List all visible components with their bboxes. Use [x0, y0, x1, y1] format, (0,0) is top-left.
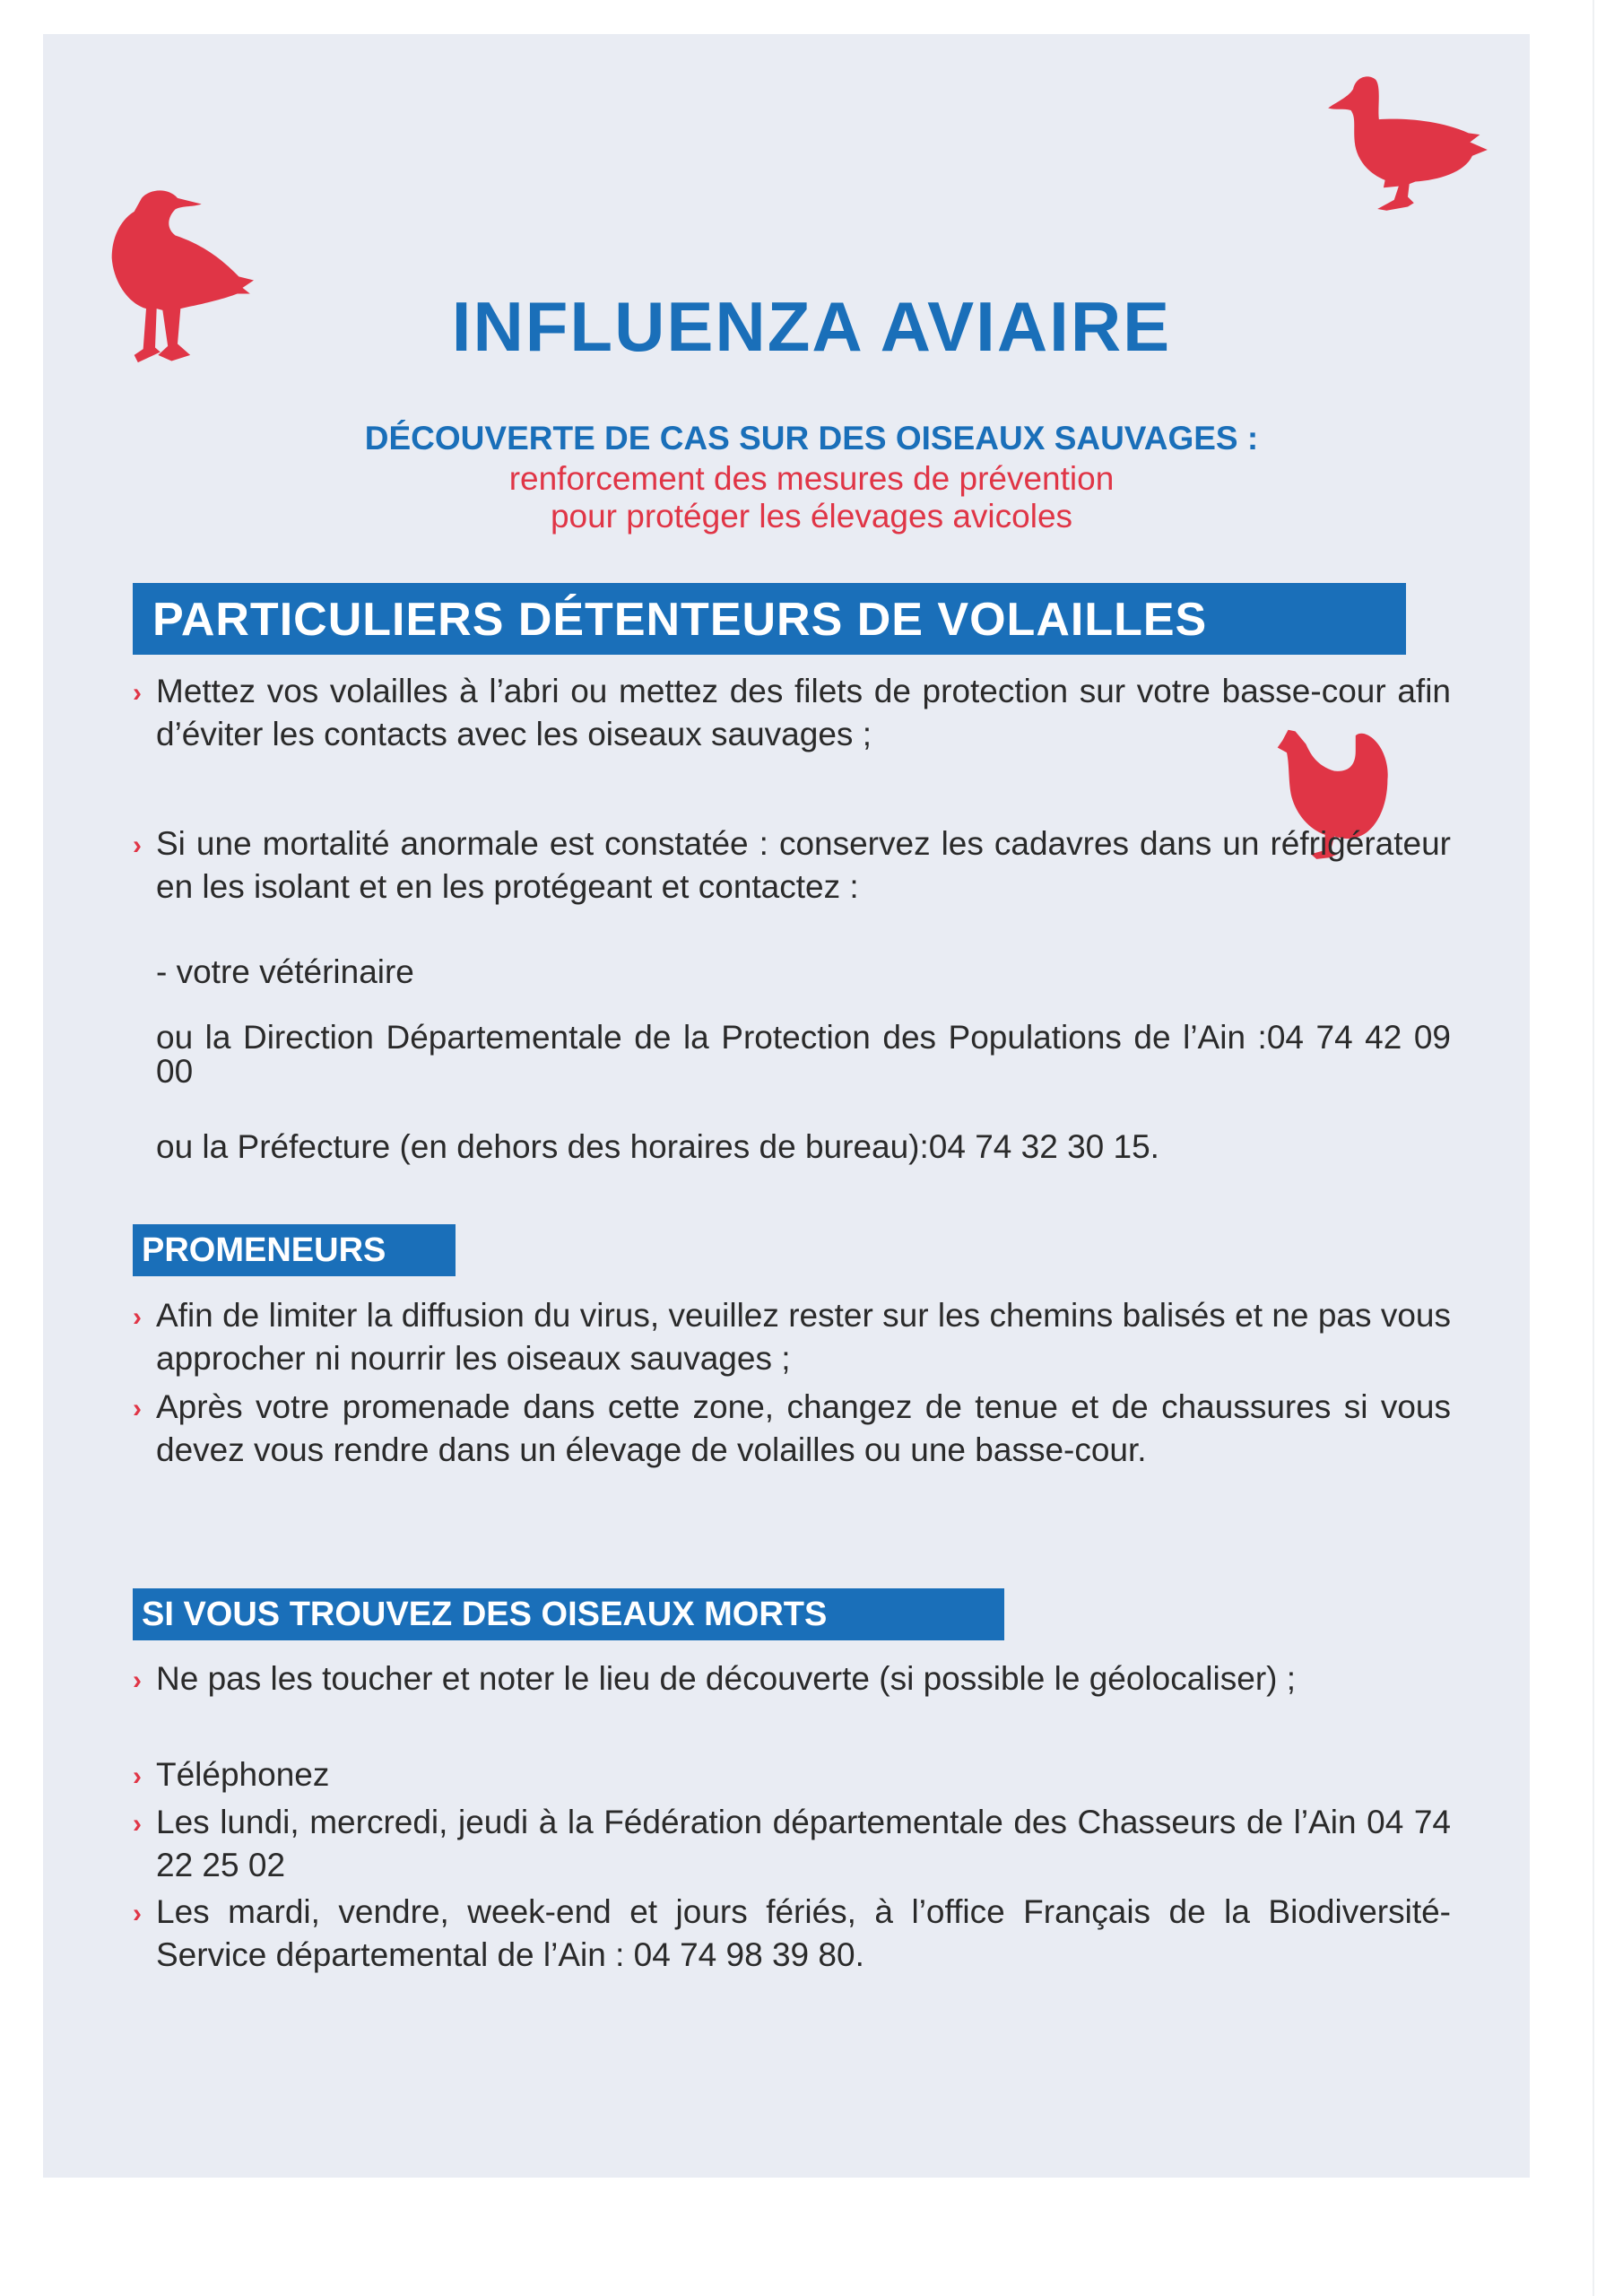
- dead-birds-bullet-3: [133, 1801, 1451, 1887]
- bullet-text: Les lundi, mercredi, jeudi à la Fédération départementale des Chasseurs de l’Ain 04 74 22 25 02: [156, 1804, 1451, 1883]
- subtitle: DÉCOUVERTE DE CAS SUR DES OISEAUX SAUVAGES :: [364, 420, 1259, 457]
- bullet-text: Les mardi, vendre, week-end et jours fériés, à l’office Français de la Biodiversité-Service départemental de l’Ain : 04 74 98 39 80.: [156, 1893, 1451, 1973]
- bullet-chevron-icon: ›: [133, 1394, 142, 1423]
- bullet-text: Après votre promenade dans cette zone, changez de tenue et de chaussures si vous devez vous rendre dans un élevage de volailles ou une basse-cour.: [156, 1388, 1451, 1468]
- section-heading-dead-birds: SI VOUS TROUVEZ DES OISEAUX MORTS: [133, 1588, 1004, 1640]
- contact-prefecture: ou la Préfecture (en dehors des horaires de bureau):04 74 32 30 15.: [156, 1128, 1159, 1165]
- duck-silhouette-icon: [1309, 65, 1506, 235]
- contact-veterinarian: - votre vétérinaire: [156, 953, 414, 990]
- bullet-text: Si une mortalité anormale est constatée : conservez les cadavres dans un réfrigérateur en les isolant et en les protégeant et contactez :: [156, 825, 1451, 905]
- bullet-text: Ne pas les toucher et noter le lieu de découverte (si possible le géolocaliser) ;: [156, 1660, 1297, 1697]
- page-title: INFLUENZA AVIAIRE: [451, 287, 1172, 366]
- bullet-chevron-icon: ›: [133, 1665, 142, 1695]
- walkers-bullet-2: [133, 1386, 1451, 1472]
- dead-birds-bullet-4: [133, 1891, 1451, 1977]
- contact-ddpp: ou la Direction Départementale de la Protection des Populations de l’Ain :04 74 42 09 00: [156, 1019, 1451, 1090]
- bullet-chevron-icon: ›: [133, 831, 142, 860]
- dead-birds-bullet-1: [133, 1657, 1451, 1700]
- section-heading-walkers: PROMENEURS: [133, 1224, 456, 1276]
- bullet-chevron-icon: ›: [133, 1809, 142, 1839]
- tagline-line-1: renforcement des mesures de prévention: [508, 460, 1115, 497]
- tagline-line-2: pour protéger les élevages avicoles: [550, 498, 1073, 535]
- bullet-chevron-icon: ›: [133, 1302, 142, 1332]
- section-heading-owners: PARTICULIERS DÉTENTEURS DE VOLAILLES: [133, 583, 1406, 655]
- dead-birds-bullet-2: [133, 1753, 1451, 1796]
- walkers-bullet-1: [133, 1294, 1451, 1380]
- owners-bullet-1: [133, 670, 1451, 756]
- owners-bullet-2: [133, 822, 1451, 909]
- bullet-text: Téléphonez: [156, 1756, 330, 1793]
- bullet-chevron-icon: ›: [133, 1899, 142, 1928]
- bullet-chevron-icon: ›: [133, 678, 142, 708]
- bullet-text: Afin de limiter la diffusion du virus, veuillez rester sur les chemins balisés et ne pas vous approcher ni nourrir les oiseaux sauvages ;: [156, 1297, 1451, 1377]
- bullet-chevron-icon: ›: [133, 1761, 142, 1791]
- bullet-text: Mettez vos volailles à l’abri ou mettez des filets de protection sur votre basse-cour afin d’éviter les contacts avec les oiseaux sauvages ;: [156, 673, 1451, 752]
